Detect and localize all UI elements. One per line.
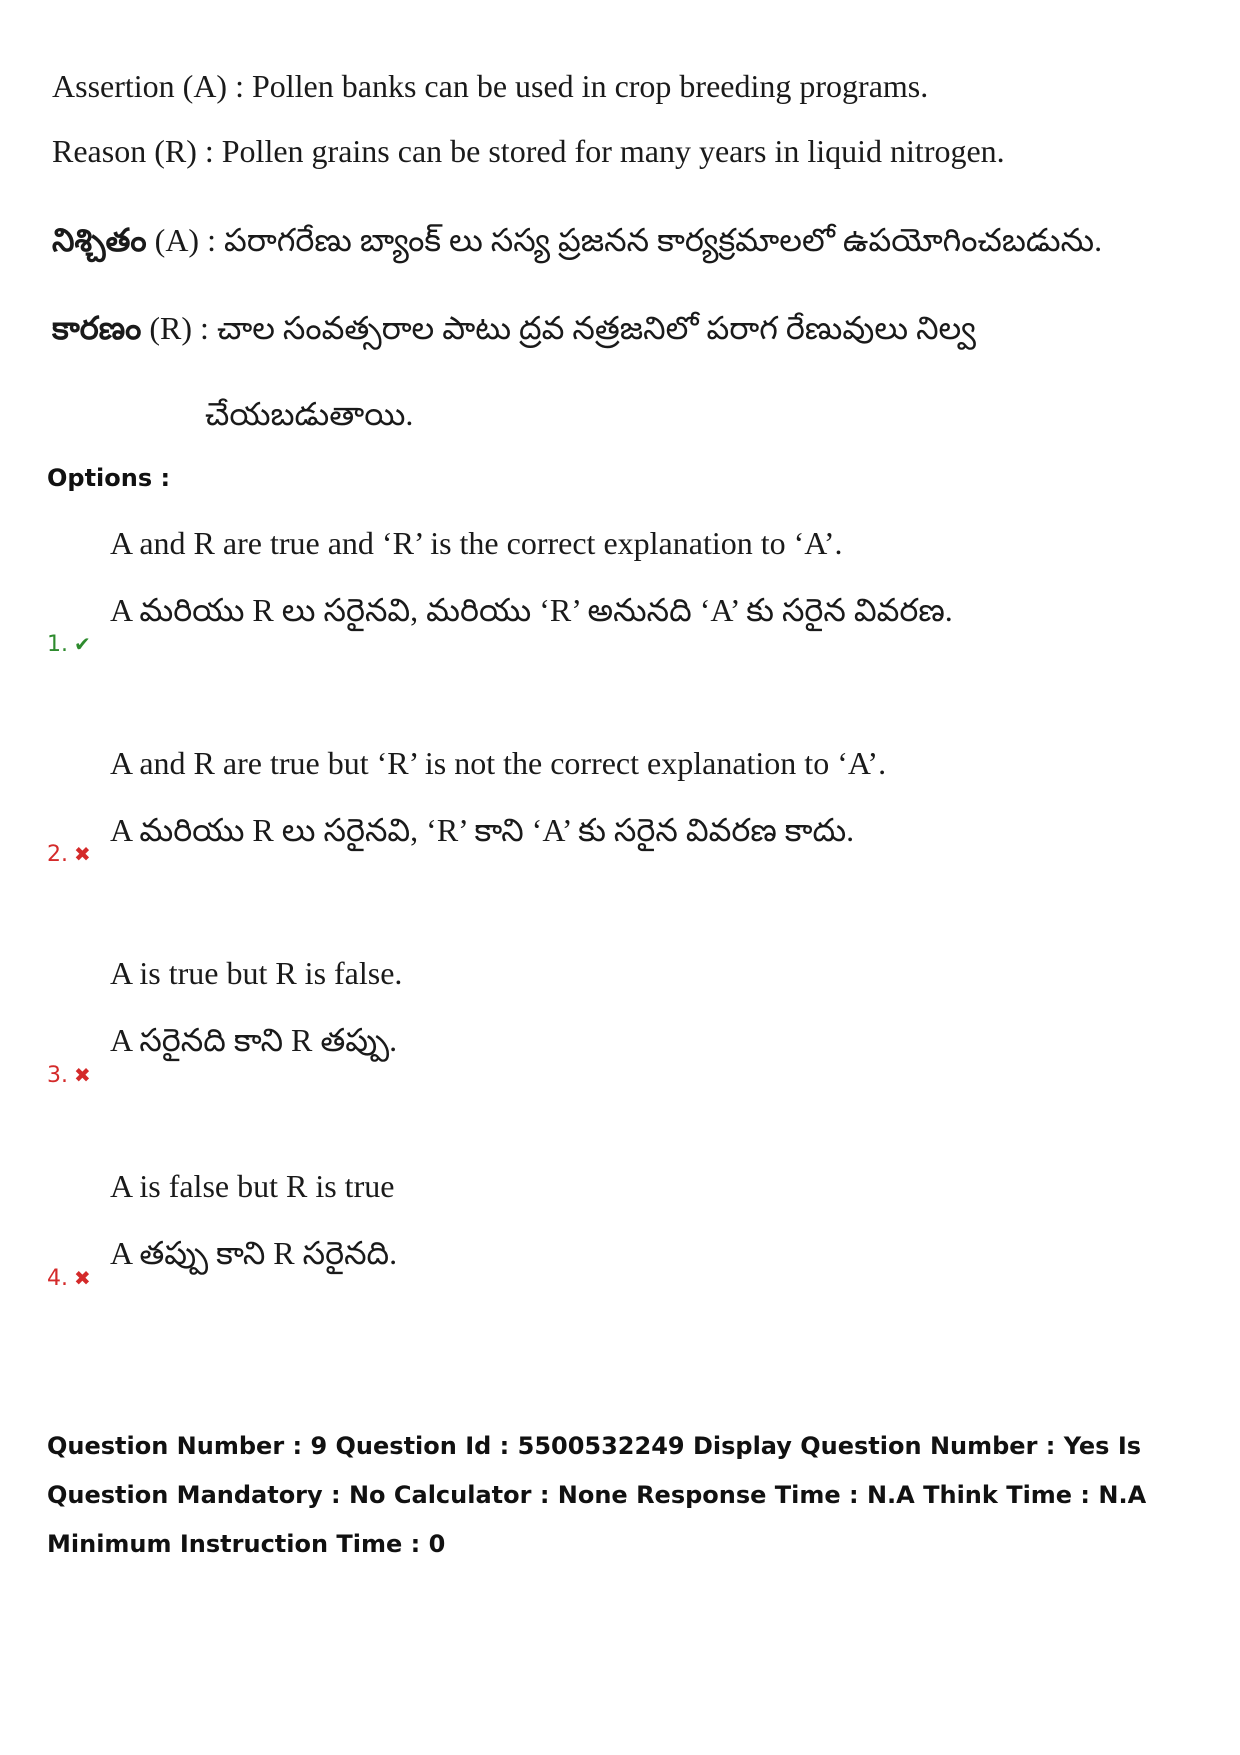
option-1-telugu: A మరియు R లు సరైనవి, మరియు ‘R’ అనునది ‘A’ కు సరైన వివరణ. (110, 592, 953, 628)
cross-icon: ✖ (74, 1063, 91, 1087)
option-4-english: A is false but R is true (110, 1168, 395, 1204)
option-3-english: A is true but R is false. (110, 955, 403, 991)
reason-telugu-continued: చేయబడుతాయి. (205, 396, 414, 432)
assertion-english: Assertion (A) : Pollen banks can be used in crop breeding programs. (52, 68, 929, 104)
reason-telugu-label: కారణం (52, 310, 142, 346)
option-2-english: A and R are true but ‘R’ is not the correct explanation to ‘A’. (110, 745, 887, 781)
option-2-number: 2. ✖ (47, 842, 91, 867)
cross-icon: ✖ (74, 842, 91, 866)
reason-telugu (52, 308, 976, 348)
option-4-number: 4. ✖ (47, 1266, 91, 1291)
option-4-telugu: A తప్పు కాని R సరైనది. (110, 1235, 398, 1271)
option-2-telugu: A మరియు R లు సరైనవి, ‘R’ కాని ‘A’ కు సరైన వివరణ కాదు. (110, 812, 855, 848)
assertion-telugu-text: (A) : పరాగరేణు బ్యాంక్ లు సస్య ప్రజనన కార్యక్రమాలలో ఉపయోగించబడును. (146, 222, 1103, 258)
assertion-telugu (52, 220, 1102, 260)
option-3-number: 3. ✖ (47, 1063, 91, 1088)
option-3-telugu: A సరైనది కాని R తప్పు. (110, 1022, 398, 1058)
reason-telugu-text: (R) : చాల సంవత్సరాల పాటు ద్రవ నత్రజనిలో పరాగ రేణువులు నిల్వ (141, 310, 976, 346)
assertion-telugu-label: నిశ్చితం (52, 222, 147, 258)
cross-icon: ✖ (74, 1266, 91, 1290)
option-1-english: A and R are true and ‘R’ is the correct explanation to ‘A’. (110, 525, 843, 561)
reason-english: Reason (R) : Pollen grains can be stored for many years in liquid nitrogen. (52, 133, 1005, 169)
option-1-number: 1. ✔ (47, 632, 91, 657)
options-label: Options : (47, 464, 171, 492)
check-icon: ✔ (74, 632, 91, 656)
question-metadata: Question Number : 9 Question Id : 5500532249 Display Question Number : Yes Is Question Mandatory : No Calculator : None Response Time : N.A Think Time : N.A Minimum Instruction Time : 0 (47, 1432, 1147, 1558)
